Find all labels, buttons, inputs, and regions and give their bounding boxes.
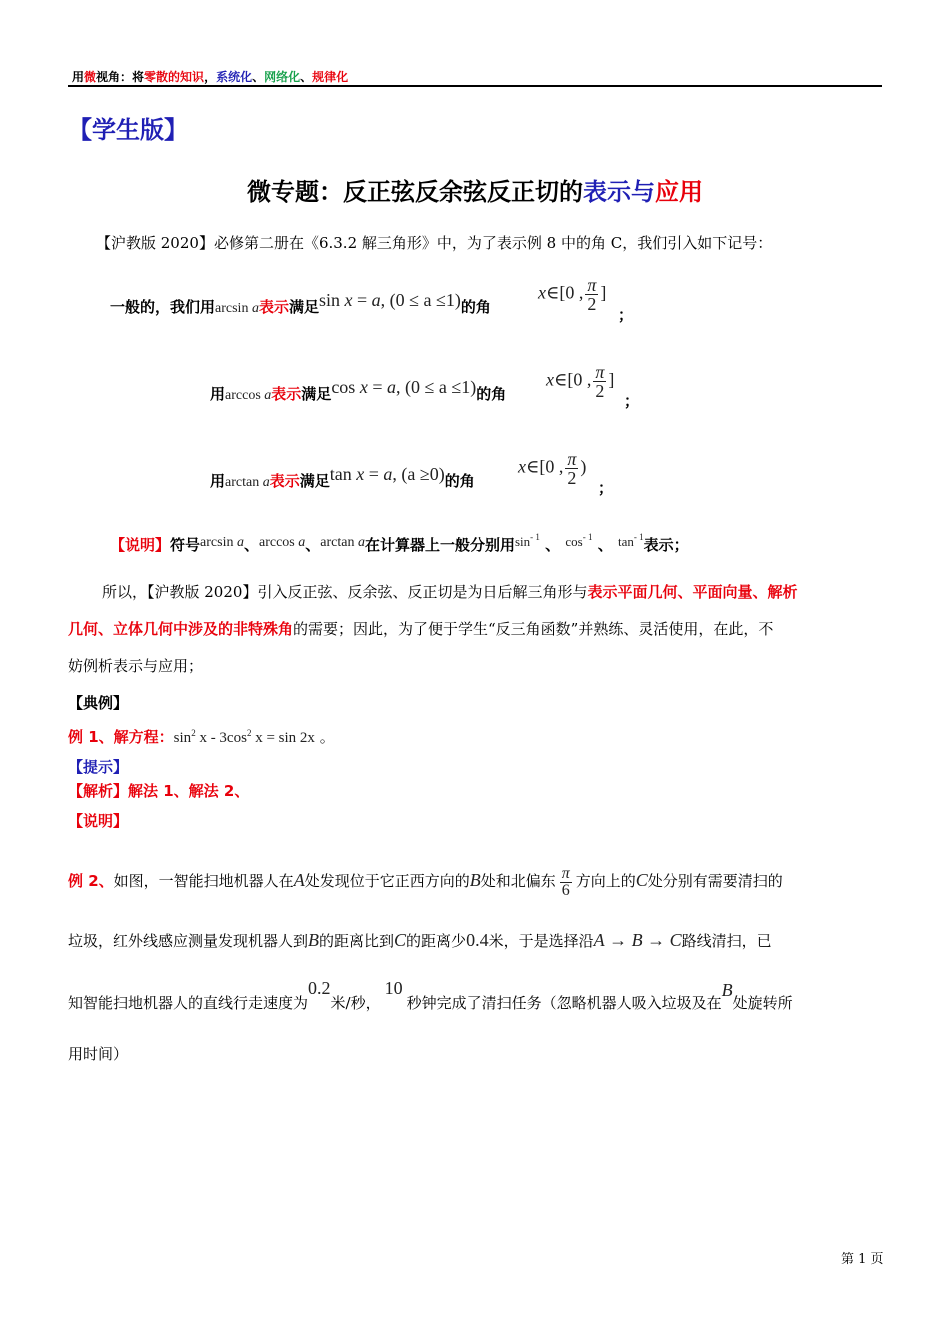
interval-arcsin: x∈[0 , $\frac{\pi}{2}$ ] <box>538 275 607 314</box>
def-end: ； <box>618 306 634 324</box>
def-equation: sin x = a, (0 ≤ a ≤1) <box>318 290 461 310</box>
para2-line1 <box>102 574 797 611</box>
slogan-part: 零散的知识 <box>144 70 205 84</box>
note-text: 在计算器上一般分别用 <box>364 536 515 554</box>
def-satisfy: 满足 <box>301 385 332 403</box>
header-divider <box>68 85 882 87</box>
ex-text: 处发现位于它正西方向的 <box>304 872 470 890</box>
example-2-line1 <box>68 862 783 900</box>
intro-paragraph: 【沪教版 2020】必修第二册在《6.3.2 解三角形》中，为了表示例 8 中的角 C，我们引入如下记号： <box>96 234 773 252</box>
definition-arcsin <box>110 290 491 317</box>
example-1 <box>68 726 335 747</box>
slogan-part: 用 <box>72 70 85 84</box>
point-b: B <box>469 870 481 890</box>
note-sep: 、 <box>243 536 259 554</box>
def-satisfy: 满足 <box>299 472 330 490</box>
func-name: arccos a <box>225 388 272 403</box>
example-2-line2 <box>68 922 772 960</box>
example-1-label: 例 1、解方程： <box>68 728 174 746</box>
def-equation: tan x = a, (a ≥0) <box>329 464 445 484</box>
interval-arctan: x∈[0 , $\frac{\pi}{2}$ ) <box>518 449 587 488</box>
note-func: arctan a <box>320 535 365 550</box>
slogan-part: 、 <box>300 70 313 84</box>
angle-pi-over-6: $\frac{\pi}{6}$ <box>561 864 570 899</box>
point-b: B <box>721 980 733 1000</box>
para2-line2 <box>68 611 773 648</box>
interval-arccos: x∈[0 , $\frac{\pi}{2}$ ] <box>546 362 615 401</box>
distance-value: 0.4 <box>466 930 489 950</box>
example-2-label: 例 2、 <box>68 872 114 890</box>
example-1-end: 。 <box>319 728 335 746</box>
title-red: 应用 <box>655 178 703 206</box>
def-show: 表示 <box>271 385 302 403</box>
func-name: arcsin a <box>215 301 259 316</box>
ex-text: 米，于是选择沿 <box>488 932 594 950</box>
slogan-part: 微 <box>84 70 97 84</box>
note-func: arccos a <box>258 535 306 550</box>
def-prefix: 用 <box>210 385 226 403</box>
page-number: 第 1 页 <box>841 1252 884 1267</box>
definition-arccos <box>210 377 507 404</box>
note-sep: 、 <box>545 536 561 554</box>
page-title <box>0 172 950 207</box>
def-satisfy: 满足 <box>288 298 319 316</box>
speed-value: 0.2 <box>308 978 331 998</box>
ex-text: 路线清扫，已 <box>681 932 772 950</box>
def-end: ； <box>598 479 614 497</box>
para2-line3: 妨例析表示与应用； <box>68 657 204 675</box>
note-calc-func: $\cos^{- 1}$ <box>565 532 593 549</box>
note-calculator <box>110 534 689 555</box>
point-a: A <box>293 870 305 890</box>
para-highlight: 表示平面几何、平面向量、解析 <box>587 583 798 601</box>
analysis-label: 【解析】解法 1、解法 2、 <box>68 782 250 800</box>
ex-text: 秒钟完成了清扫任务（忽略机器人吸入垃圾及在 <box>406 994 722 1012</box>
para-text: 所以，【沪教版 2020】引入反正弦、反余弦、反正切是为日后解三角形与 <box>102 583 588 601</box>
para-highlight: 几何、立体几何中涉及的非特殊角 <box>68 620 294 638</box>
example-2-line4: 用时间） <box>68 1045 129 1063</box>
slogan-part: 视角：将 <box>96 70 145 84</box>
route-path: A → B → C <box>593 930 682 950</box>
def-show: 表示 <box>269 472 300 490</box>
hint-label: 【提示】 <box>68 758 129 776</box>
ex-text: 知智能扫地机器人的直线行走速度为 <box>68 994 309 1012</box>
def-angle-word: 的角 <box>444 472 475 490</box>
ex-text: 处分别有需要清扫的 <box>647 872 783 890</box>
point-b: B <box>308 930 320 950</box>
slogan-part: ， <box>204 70 217 84</box>
title-blue: 表示与 <box>583 178 655 206</box>
note-sep: 、 <box>305 536 321 554</box>
def-angle-word: 的角 <box>476 385 507 403</box>
definition-arctan <box>210 464 475 491</box>
ex-text: 方向上的 <box>575 872 636 890</box>
explain-label: 【说明】 <box>68 812 129 830</box>
def-angle-word: 的角 <box>460 298 491 316</box>
ex-text: 如图，一智能扫地机器人在 <box>113 872 294 890</box>
time-value: 10 <box>384 978 403 998</box>
ex-text: 处和北偏东 <box>480 872 556 890</box>
header-slogan <box>72 68 348 85</box>
ex-text: 的距离少 <box>406 932 467 950</box>
para-text: 的需要；因此，为了便于学生“反三角函数”并熟练、灵活使用，在此，不 <box>293 620 774 638</box>
example-2-line3 <box>68 978 793 1022</box>
def-prefix: 一般的，我们用 <box>110 298 216 316</box>
ex-text: 处旋转所 <box>732 994 793 1012</box>
func-name: arctan a <box>225 475 270 490</box>
slogan-part: 规律化 <box>312 70 349 84</box>
def-show: 表示 <box>258 298 289 316</box>
note-func: arcsin a <box>200 535 244 550</box>
note-text: 符号 <box>170 536 201 554</box>
ex-text: 垃圾，红外线感应测量发现机器人到 <box>68 932 309 950</box>
slogan-part: 、 <box>252 70 265 84</box>
title-main: 微专题：反正弦反余弦反正切的 <box>247 178 583 206</box>
example-1-equation: $\sin^2 x - 3\cos^2$ x = sin 2x <box>173 728 315 746</box>
def-end: ； <box>624 392 640 410</box>
student-edition-badge: 【学生版】 <box>68 116 188 144</box>
note-label: 【说明】 <box>110 536 171 554</box>
def-equation: cos x = a, (0 ≤ a ≤1) <box>331 377 477 397</box>
note-calc-func: $\sin^{- 1}$ <box>514 532 540 549</box>
slogan-part: 网络化 <box>264 70 301 84</box>
note-sep: 、 <box>597 536 613 554</box>
ex-text: 米/秒， <box>330 994 381 1012</box>
point-c: C <box>394 930 407 950</box>
def-prefix: 用 <box>210 472 226 490</box>
note-calc-func: $\tan^{- 1}$ <box>617 532 644 549</box>
ex-text: 的距离比到 <box>319 932 395 950</box>
section-examples: 【典例】 <box>68 694 129 712</box>
note-text: 表示； <box>643 536 689 554</box>
point-c: C <box>635 870 648 890</box>
slogan-part: 系统化 <box>216 70 253 84</box>
